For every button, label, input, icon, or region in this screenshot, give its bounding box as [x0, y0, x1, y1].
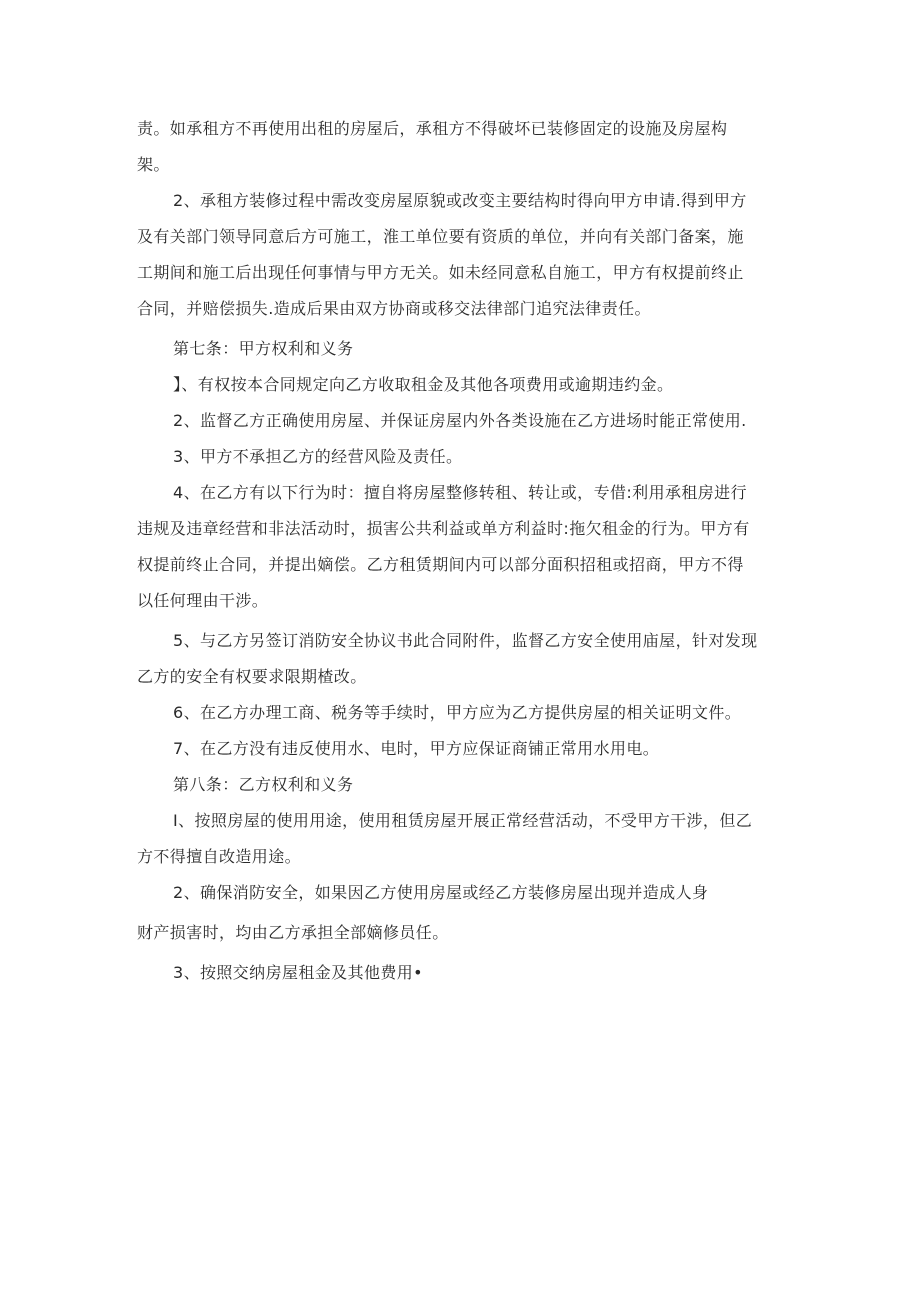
text-line: 权提前终止合同，并提出嫡偿。乙方租赁期间内可以部分面积招租或招商，甲方不得	[137, 555, 744, 574]
text-line: 3、按照交纳房屋租金及其他费用•	[173, 963, 424, 982]
text-line: 财产损害时，均由乙方承担全部嫡修员任。	[137, 923, 449, 942]
text-line: 以任何理由干涉。	[137, 591, 269, 610]
text-line: 2、监督乙方正确使用房屋、并保证房屋内外各类设施在乙方进场时能正常使用.	[173, 411, 747, 430]
text-line: 工期间和施工后出现任何事情与甲方无关。如未经同意私自施工，甲方有权提前终止	[137, 263, 744, 282]
text-line: 7、在乙方没有违反使用水、电时，甲方应保证商铺正常用水用电。	[173, 739, 660, 758]
text-line: 2、确保消防安全，如果因乙方使用房屋或经乙方装修房屋出现并造成人身	[173, 883, 709, 902]
text-line: 责。如承租方不再使用出租的房屋后，承租方不得破坏已装修固定的设施及房屋构	[137, 119, 728, 138]
text-line: 乙方的安全有权要求限期楂改。	[137, 667, 367, 686]
section-heading: 第八条：乙方权利和义务	[173, 775, 354, 794]
text-line: 6、在乙方办理工商、税务等手续时，甲方应为乙方提供房屋的相关证明文件。	[173, 703, 742, 722]
text-line: 架。	[137, 155, 170, 174]
text-line: 2、承租方装修过程中需改变房屋原貌或改变主要结构时得向甲方申请.得到甲方	[173, 191, 747, 210]
text-line: 】、有权按本合同规定向乙方收取租金及其他各项费用或逾期违约金。	[173, 375, 674, 394]
text-line: 违规及违章经营和非法活动时，损害公共利益或单方利益时:拖欠租金的行为。甲方有	[137, 519, 750, 538]
text-line: 3、甲方不承担乙方的经营风险及责任。	[173, 447, 463, 466]
text-line: 合同，并赔偿损失.造成后果由双方协商或移交法律部门追究法律责任。	[137, 299, 651, 318]
section-heading: 第七条：甲方权利和义务	[173, 339, 354, 358]
text-line: 5、与乙方另签订消防安全协议书此合同附件，监督乙方安全使用庙屋，针对发现	[173, 631, 758, 650]
text-line: 及有关部门领导同意后方可施工，淮工单位要有资质的单位，并向有关部门备案，施	[137, 227, 744, 246]
text-line: 4、在乙方有以下行为时：擅自将房屋整修转租、转让或，专借:利用承租房进行	[173, 483, 747, 502]
text-line: 方不得擅自改造用途。	[137, 847, 302, 866]
text-line: I、按照房屋的使用用途，使用租赁房屋开展正常经营活动，不受甲方干涉，但乙	[173, 811, 753, 830]
